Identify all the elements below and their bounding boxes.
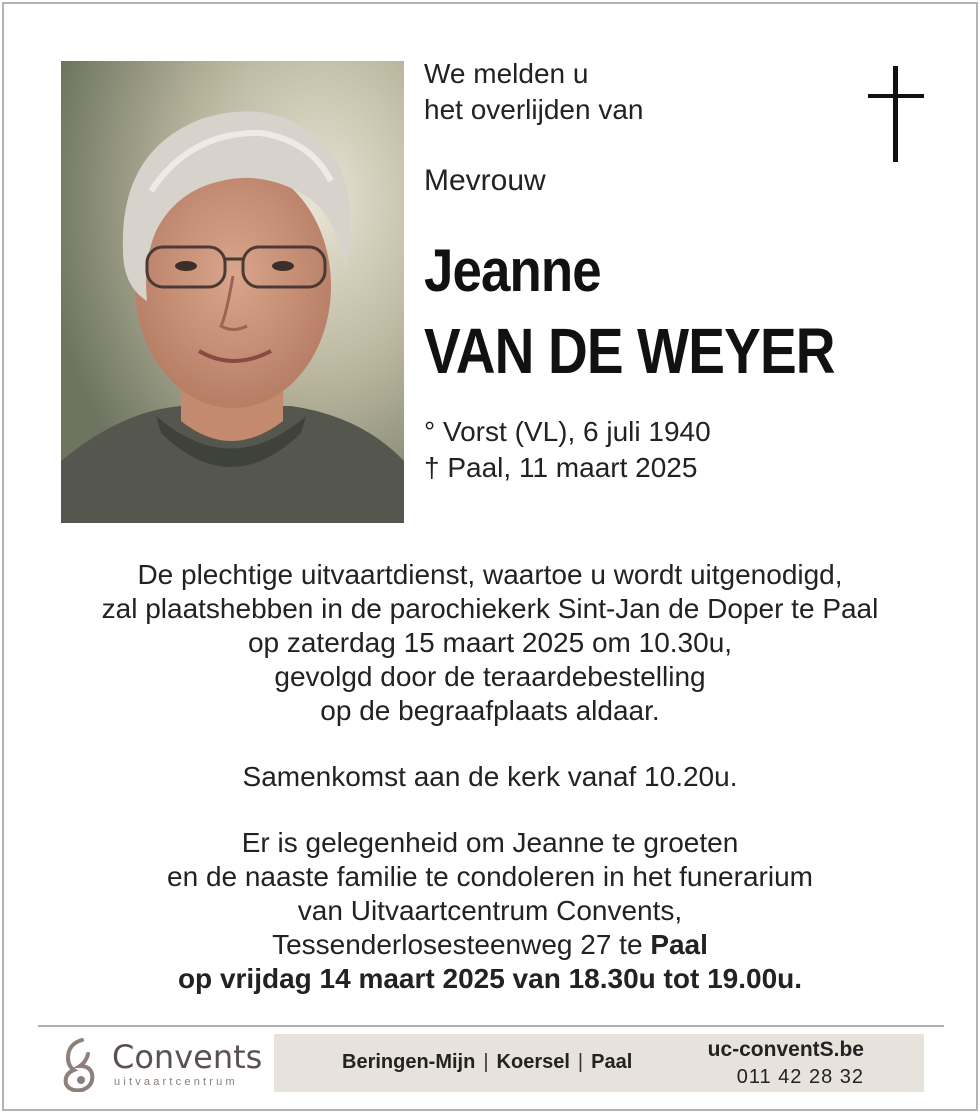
announce-line-2: het overlijden van [424, 94, 644, 125]
service-line: zal plaatshebben in de parochiekerk Sint-Jan de Doper te Paal [101, 593, 879, 624]
address-town: Paal [650, 929, 708, 960]
address-prefix: Tessenderlosesteenweg 27 te [272, 929, 643, 960]
death-notice [2, 2, 978, 1111]
service-details [4, 558, 976, 996]
location-item: Beringen-Mijn [342, 1051, 476, 1073]
logo-name: Convents [112, 1038, 263, 1076]
location-item: Koersel [496, 1051, 570, 1073]
gathering-line: Samenkomst aan de kerk vanaf 10.20u. [242, 761, 738, 792]
death-date: † Paal, 11 maart 2025 [424, 452, 698, 483]
location-separator: | [577, 1051, 584, 1073]
location-separator: | [483, 1051, 489, 1073]
birth-date: ° Vorst (VL), 6 juli 1940 [424, 416, 711, 447]
visitation-line: van Uitvaartcentrum Convents, [297, 895, 683, 926]
convents-logo-icon [60, 1036, 100, 1092]
announcement [424, 56, 643, 128]
convents-logo [60, 1034, 270, 1094]
announce-line-1: We melden u [424, 58, 589, 89]
locations [342, 1051, 632, 1074]
first-name: Jeanne [424, 237, 601, 304]
service-line: op zaterdag 15 maart 2025 om 10.30u, [247, 627, 733, 658]
contact-band [274, 1034, 924, 1092]
visitation-line: en de naaste familie te condoleren in het funerarium [167, 861, 813, 892]
service-line: gevolgd door de teraardebestelling [274, 661, 706, 692]
service-line: op de begraafplaats aldaar. [320, 695, 660, 726]
last-name: VAN DE WEYER [424, 315, 835, 387]
visitation-line: Er is gelegenheid om Jeanne te groeten [241, 827, 739, 858]
life-dates [424, 414, 711, 486]
service-line: De plechtige uitvaartdienst, waartoe u wordt uitgenodigd, [137, 559, 843, 590]
footer-divider [38, 1025, 944, 1027]
cross-icon [868, 66, 924, 162]
salutation: Mevrouw [424, 164, 546, 197]
logo-subtitle: uitvaartcentrum [114, 1076, 238, 1088]
portrait-photo [61, 61, 404, 523]
location-item: Paal [591, 1051, 633, 1073]
visitation-when: op vrijdag 14 maart 2025 van 18.30u tot 19.00u. [177, 963, 803, 994]
visitation-address [4, 928, 976, 962]
website-link[interactable]: uc-conventS.be [707, 1038, 864, 1061]
phone-number: 011 42 28 32 [736, 1066, 864, 1088]
